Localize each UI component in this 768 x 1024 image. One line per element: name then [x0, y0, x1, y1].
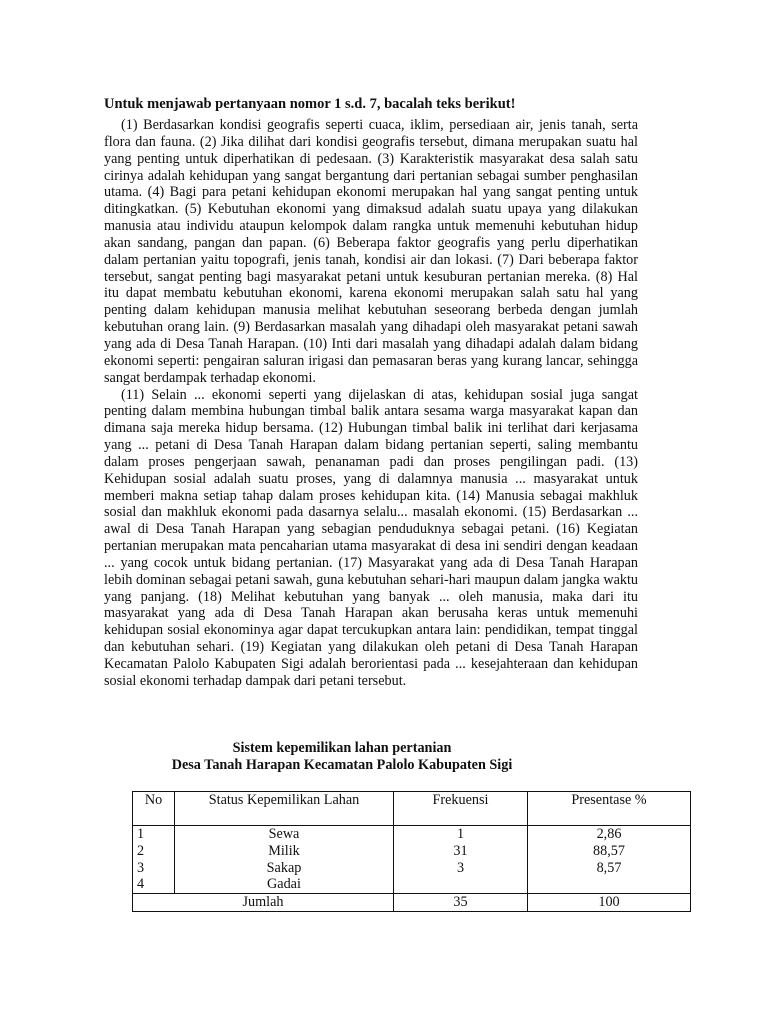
cell-status: Sakap: [175, 860, 394, 877]
cell-no: 1: [133, 826, 175, 843]
passage-heading: Untuk menjawab pertanyaan nomor 1 s.d. 7, bacalah teks berikut!: [104, 96, 516, 112]
table-header-row: [133, 792, 691, 826]
table-row: [133, 860, 691, 877]
cell-percentage: 88,57: [528, 843, 691, 860]
table-row: [133, 826, 691, 843]
cell-frequency: 3: [394, 860, 528, 877]
paragraph-2: (11) Selain ... ekonomi seperti yang dijelaskan di atas, kehidupan sosial juga sangat penting dalam membina hubungan timbal balik antara sesama warga masyarakat kapan dan dimana saja mereka hidup bersama. (12) Hubungan timbal balik ini terlihat dari kerjasama yang ... petani di Desa Tanah Harapan dalam bidang pertanian seperti, saling membantu dalam proses pengerjaan sawah, penanaman padi dan proses pengilingan padi. (13) Kehidupan sosial adalah suatu proses, yang di dalamnya manusia ... masyarakat untuk memberi makna setiap tahap dalam proses kehidupan kita. (14) Manusia sebagai makhluk sosial dan makhluk ekonomi pada dasarnya selalu... masalah ekonomi. (15) Berdasarkan ... awal di Desa Tanah Harapan yang sebagian penduduknya sebagai petani. (16) Kegiatan pertanian merupakan mata pencaharian utama masyarakat di desa ini sendiri dengan keadaan ... yang cocok untuk bidang pertanian. (17) Masyarakat yang ada di Desa Tanah Harapan lebih dominan sebagai petani sawah, guna kebutuhan sehari-hari maupun dalam jangka waktu yang panjang. (18) Melihat kebutuhan yang banyak ... oleh manusia, maka dari itu masyarakat yang ada di Desa Tanah Harapan akan berusaha keras untuk memenuhi kehidupan sosial ekonominya agar dapat tercukupkan antara lain: pendidikan, tempat tinggal dan kebutuhan sehari. (19) Kegiatan yang dilakukan oleh petani di Desa Tanah Harapan Kecamatan Palolo Kabupaten Sigi adalah berorientasi pada ... kesejahteraan dan kehidupan sosial ekonomi terhadap dampak dari petani tersebut.: [104, 386, 638, 689]
table-row: [133, 843, 691, 860]
land-ownership-table: [132, 791, 691, 912]
table-title-line-2: Desa Tanah Harapan Kecamatan Palolo Kabupaten Sigi: [171, 757, 513, 773]
total-percentage: 100: [528, 894, 691, 912]
header-percentage: Presentase %: [528, 792, 691, 826]
cell-status: Sewa: [175, 826, 394, 843]
cell-frequency: [394, 876, 528, 893]
cell-no: 2: [133, 843, 175, 860]
header-no: No: [133, 792, 175, 826]
cell-percentage: 8,57: [528, 860, 691, 877]
header-status: Status Kepemilikan Lahan: [175, 792, 394, 826]
cell-frequency: 31: [394, 843, 528, 860]
paragraph-1: (1) Berdasarkan kondisi geografis seperti cuaca, iklim, persediaan air, jenis tanah, serta flora dan fauna. (2) Jika dilihat dari kondisi geografis tersebut, dimana merupakan suatu hal yang penting untuk diperhatikan di pedesaan. (3) Karakteristik masyarakat desa salah satu cirinya adalah kehidupan yang sangat bergantung dari pertanian sebagai sumber penghasilan utama. (4) Bagi para petani kehidupan ekonomi merupakan hal yang sangat penting untuk ditingkatkan. (5) Kebutuhan ekonomi yang dimaksud adalah suatu upaya yang dilakukan manusia atau individu ataupun kelompok dalam rangka untuk memenuhi kebutuhan hidup akan sandang, pangan dan papan. (6) Beberapa faktor geografis yang perlu diperhatikan dalam pertanian yaitu topografi, jenis tanah, kondisi air dan lokasi. (7) Dari beberapa faktor tersebut, sangat penting bagi masyarakat petani untuk kesuburan pertanian mereka. (8) Hal itu dapat membatu kebutuhan ekonomi, karena ekonomi merupakan salah satu hal yang penting dalam kehidupan manusia melihat kebutuhan seseorang berbeda dengan jumlah kebutuhan orang lain. (9) Berdasarkan masalah yang dihadapi oleh masyarakat petani sawah yang ada di Desa Tanah Harapan. (10) Inti dari masalah yang dihadapi adalah dalam bidang ekonomi seperti: pengairan saluran irigasi dan pemasaran beras yang kurang lancar, sehingga sangat berdampak terhadap ekonomi.: [104, 117, 638, 386]
cell-frequency: 1: [394, 826, 528, 843]
cell-percentage: [528, 876, 691, 893]
table-total-row: [133, 894, 691, 912]
total-label: Jumlah: [133, 894, 394, 912]
header-frequency: Frekuensi: [394, 792, 528, 826]
reading-passage: [104, 117, 638, 690]
cell-no: 3: [133, 860, 175, 877]
table-title-line-1: Sistem kepemilikan lahan pertanian: [232, 740, 452, 756]
cell-no: 4: [133, 876, 175, 893]
cell-status: Gadai: [175, 876, 394, 893]
cell-percentage: 2,86: [528, 826, 691, 843]
table-row: [133, 876, 691, 893]
total-frequency: 35: [394, 894, 528, 912]
cell-status: Milik: [175, 843, 394, 860]
